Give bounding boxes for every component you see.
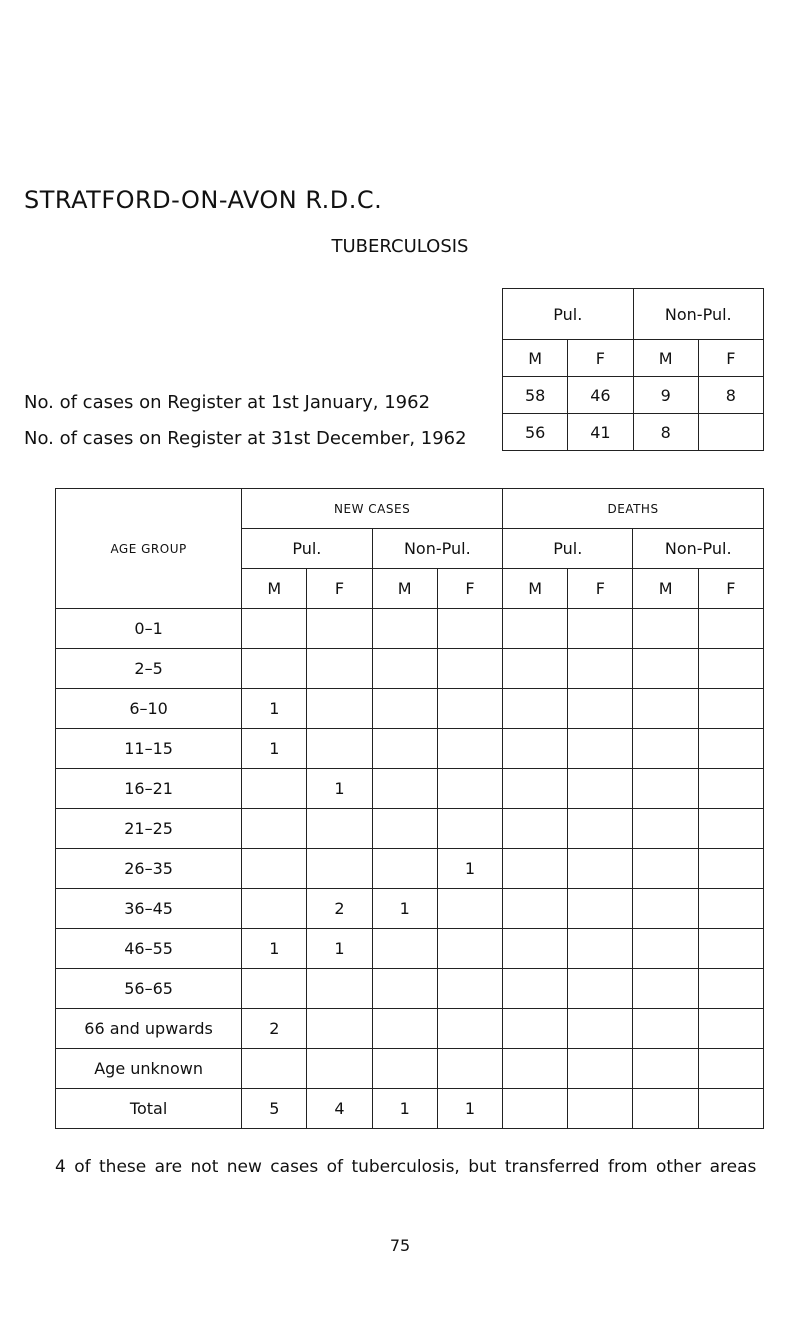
table-cell: [568, 969, 633, 1009]
register-header-nonpul: Non-Pul.: [633, 289, 763, 340]
register-sex-header: F: [568, 340, 633, 377]
table-cell: [698, 929, 763, 969]
table-cell: [372, 609, 437, 649]
table-cell: [437, 769, 502, 809]
table-cell: [698, 1089, 763, 1129]
age-group-cell: 56–65: [56, 969, 242, 1009]
sex-header: M: [503, 569, 568, 609]
table-cell: [437, 1049, 502, 1089]
table-cell: [503, 769, 568, 809]
table-cell: [633, 609, 698, 649]
table-cell: [698, 649, 763, 689]
table-cell: [503, 1089, 568, 1129]
table-cell: [568, 769, 633, 809]
table-row: [56, 849, 764, 889]
table-cell: [633, 1089, 698, 1129]
register-cell: [698, 414, 763, 451]
table-cell: [437, 1009, 502, 1049]
register-row-label-dec: No. of cases on Register at 31st December, 1962: [24, 428, 467, 449]
age-group-cell: 11–15: [56, 729, 242, 769]
register-cell: 8: [698, 377, 763, 414]
page-number: 75: [389, 1236, 411, 1255]
cases-body: [56, 609, 764, 1129]
table-cell: [372, 969, 437, 1009]
table-cell: [568, 1049, 633, 1089]
register-header-pul: Pul.: [503, 289, 634, 340]
register-cell: 58: [503, 377, 568, 414]
table-cell: 1: [372, 889, 437, 929]
table-cell: [633, 769, 698, 809]
table-cell: [242, 609, 307, 649]
table-cell: [503, 649, 568, 689]
table-cell: [698, 689, 763, 729]
table-cell: 2: [242, 1009, 307, 1049]
page-title: STRATFORD-ON-AVON R.D.C.: [24, 186, 383, 214]
group-header-pul: Pul.: [242, 529, 372, 569]
cases-section-header-row: [56, 489, 764, 529]
table-cell: [633, 689, 698, 729]
table-cell: [307, 969, 372, 1009]
table-cell: [437, 689, 502, 729]
table-row: [56, 769, 764, 809]
register-cell: 56: [503, 414, 568, 451]
table-cell: [503, 849, 568, 889]
table-cell: [503, 609, 568, 649]
table-row: [56, 809, 764, 849]
table-cell: 2: [307, 889, 372, 929]
table-cell: [503, 689, 568, 729]
register-sex-header: M: [633, 340, 698, 377]
table-cell: [437, 809, 502, 849]
table-cell: [503, 1009, 568, 1049]
table-cell: [503, 969, 568, 1009]
table-cell: [242, 889, 307, 929]
table-cell: 1: [372, 1089, 437, 1129]
table-cell: [307, 809, 372, 849]
table-cell: [633, 1049, 698, 1089]
sex-header: F: [307, 569, 372, 609]
table-cell: [633, 849, 698, 889]
table-cell: [372, 1009, 437, 1049]
table-cell: 1: [437, 1089, 502, 1129]
age-group-cell: Total: [56, 1089, 242, 1129]
table-cell: [242, 769, 307, 809]
table-cell: [372, 729, 437, 769]
table-cell: [242, 969, 307, 1009]
table-cell: 1: [242, 689, 307, 729]
table-cell: [568, 1089, 633, 1129]
table-cell: [372, 929, 437, 969]
age-group-cell: Age unknown: [56, 1049, 242, 1089]
table-cell: [568, 689, 633, 729]
sex-header: M: [372, 569, 437, 609]
deaths-header: DEATHS: [503, 489, 764, 529]
register-cell: 8: [633, 414, 698, 451]
new-cases-header: NEW CASES: [242, 489, 503, 529]
table-cell: [633, 929, 698, 969]
table-cell: [698, 1049, 763, 1089]
register-group-header-row: [503, 289, 764, 340]
table-cell: [698, 849, 763, 889]
age-group-header: AGE GROUP: [56, 489, 242, 609]
cases-table: [55, 488, 764, 1129]
group-header-nonpul: Non-Pul.: [372, 529, 503, 569]
table-cell: [307, 849, 372, 889]
table-cell: [698, 769, 763, 809]
table-cell: [307, 609, 372, 649]
table-cell: 1: [307, 929, 372, 969]
group-header-nonpul: Non-Pul.: [633, 529, 764, 569]
sex-header: F: [698, 569, 763, 609]
register-table: [502, 288, 764, 451]
table-cell: [568, 929, 633, 969]
register-sex-header: F: [698, 340, 763, 377]
table-row: [56, 1009, 764, 1049]
table-cell: 5: [242, 1089, 307, 1129]
sex-header: M: [242, 569, 307, 609]
table-cell: [372, 689, 437, 729]
table-cell: [633, 889, 698, 929]
age-group-cell: 36–45: [56, 889, 242, 929]
table-cell: 1: [242, 729, 307, 769]
register-cell: 41: [568, 414, 633, 451]
age-group-cell: 0–1: [56, 609, 242, 649]
table-cell: [307, 729, 372, 769]
table-cell: [307, 1009, 372, 1049]
group-header-pul: Pul.: [503, 529, 633, 569]
table-cell: [633, 649, 698, 689]
table-row: [56, 609, 764, 649]
table-cell: [568, 1009, 633, 1049]
table-cell: [437, 729, 502, 769]
age-group-cell: 21–25: [56, 809, 242, 849]
register-row-dec: [503, 414, 764, 451]
table-cell: [698, 1009, 763, 1049]
table-cell: [633, 729, 698, 769]
table-cell: [437, 609, 502, 649]
table-cell: [437, 969, 502, 1009]
table-cell: [242, 1049, 307, 1089]
sex-header: F: [437, 569, 502, 609]
table-cell: [307, 689, 372, 729]
table-cell: [372, 849, 437, 889]
table-cell: [242, 809, 307, 849]
register-cell: 9: [633, 377, 698, 414]
age-group-cell: 2–5: [56, 649, 242, 689]
table-row: [56, 689, 764, 729]
sex-header: F: [568, 569, 633, 609]
table-cell: [437, 929, 502, 969]
table-cell: [242, 649, 307, 689]
table-row: [56, 889, 764, 929]
table-cell: [503, 929, 568, 969]
table-cell: 4: [307, 1089, 372, 1129]
table-cell: [698, 609, 763, 649]
table-cell: 1: [242, 929, 307, 969]
table-cell: [568, 849, 633, 889]
table-cell: [568, 809, 633, 849]
table-row: [56, 1089, 764, 1129]
register-row-label-jan: No. of cases on Register at 1st January, 1962: [24, 392, 431, 413]
table-cell: [503, 1049, 568, 1089]
sex-header: M: [633, 569, 698, 609]
section-title: TUBERCULOSIS: [331, 236, 469, 257]
register-sex-header: M: [503, 340, 568, 377]
age-group-cell: 66 and upwards: [56, 1009, 242, 1049]
table-cell: 1: [307, 769, 372, 809]
table-cell: [503, 729, 568, 769]
table-cell: [372, 809, 437, 849]
table-cell: [633, 1009, 698, 1049]
table-cell: [698, 729, 763, 769]
table-cell: [568, 889, 633, 929]
table-cell: [437, 649, 502, 689]
table-cell: [698, 809, 763, 849]
table-row: [56, 1049, 764, 1089]
table-cell: [437, 889, 502, 929]
table-cell: [372, 1049, 437, 1089]
table-row: [56, 929, 764, 969]
table-cell: [242, 849, 307, 889]
register-sex-header-row: [503, 340, 764, 377]
register-cell: 46: [568, 377, 633, 414]
footnote: 4 of these are not new cases of tuberculosis, but transferred from other areas: [55, 1157, 757, 1177]
table-cell: [372, 769, 437, 809]
table-cell: [568, 729, 633, 769]
table-cell: [503, 889, 568, 929]
table-cell: [372, 649, 437, 689]
table-cell: [307, 1049, 372, 1089]
table-cell: [633, 809, 698, 849]
table-cell: [307, 649, 372, 689]
table-cell: [698, 969, 763, 1009]
table-cell: [633, 969, 698, 1009]
table-row: [56, 649, 764, 689]
table-cell: [698, 889, 763, 929]
age-group-cell: 6–10: [56, 689, 242, 729]
table-row: [56, 969, 764, 1009]
table-cell: 1: [437, 849, 502, 889]
table-row: [56, 729, 764, 769]
age-group-cell: 26–35: [56, 849, 242, 889]
table-cell: [568, 649, 633, 689]
table-cell: [503, 809, 568, 849]
register-row-jan: [503, 377, 764, 414]
age-group-cell: 16–21: [56, 769, 242, 809]
table-cell: [568, 609, 633, 649]
age-group-cell: 46–55: [56, 929, 242, 969]
